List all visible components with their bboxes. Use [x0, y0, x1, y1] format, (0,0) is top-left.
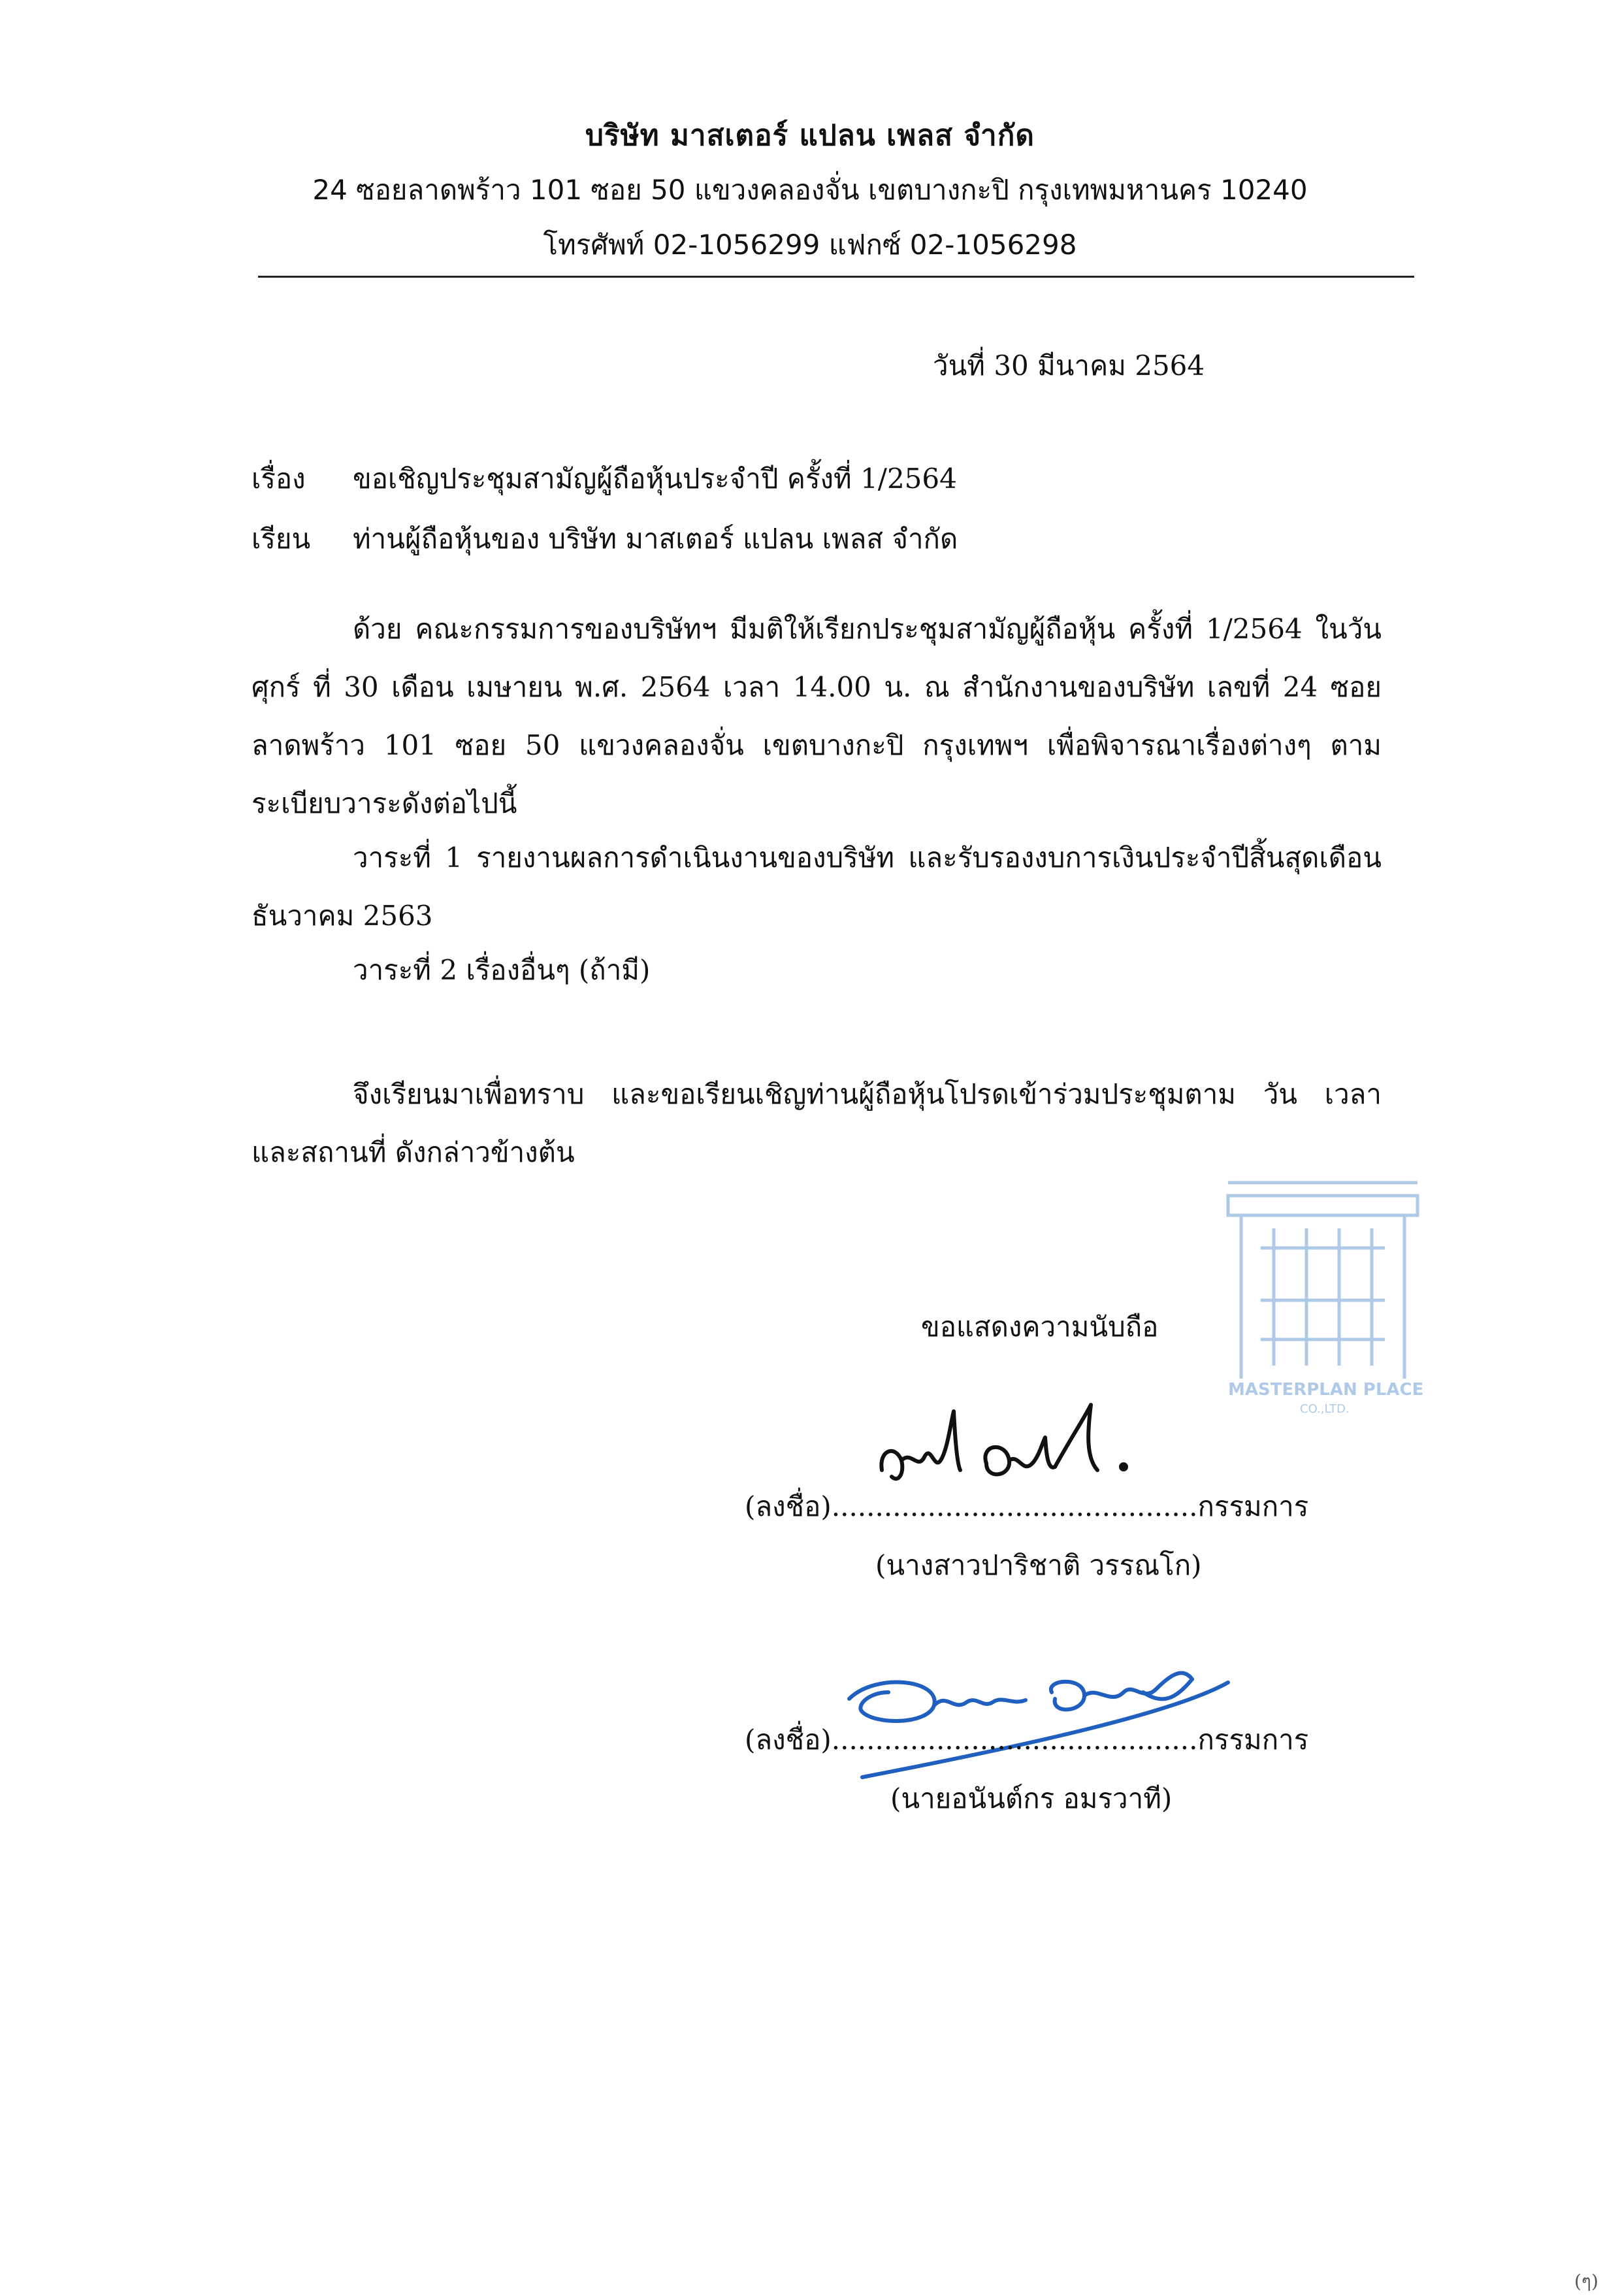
company-stamp: [1222, 1170, 1431, 1418]
subject-label: เรื่อง: [251, 463, 306, 495]
company-phone: โทรศัพท์ 02-1056299 แฟกซ์ 02-1056298: [543, 229, 1077, 261]
signature-line-2: (ลงชื่อ)..........................................กรรมการ: [745, 1724, 1309, 1756]
svg-text:CO.,LTD.: CO.,LTD.: [1300, 1402, 1350, 1416]
signer-name-1: (นางสาวปาริชาติ วรรณโก): [875, 1549, 1202, 1581]
letter-date: วันที่ 30 มีนาคม 2564: [933, 350, 1205, 382]
regards-text: ขอแสดงความนับถือ: [921, 1311, 1159, 1343]
closing-paragraph: จึงเรียนมาเพื่อทราบ และขอเรียนเชิญท่านผู้ถือหุ้นโปรดเข้าร่วมประชุมตาม วัน เวลา และสถานที่ ดังกล่าวข้างต้น: [251, 1078, 1382, 1168]
signature-line-1: (ลงชื่อ)..........................................กรรมการ: [745, 1490, 1309, 1522]
company-address: 24 ซอยลาดพร้าว 101 ซอย 50 แขวงคลองจั่น เขตบางกะปิ กรุงเทพมหานคร 10240: [312, 174, 1308, 206]
header-divider: [258, 276, 1414, 278]
page-corner-mark: (ๆ): [1574, 2271, 1598, 2292]
recipient-text: ท่านผู้ถือหุ้นของ บริษัท มาสเตอร์ แปลน เพลส จำกัด: [353, 523, 958, 555]
agenda-item-1: วาระที่ 1 รายงานผลการดำเนินงานของบริษัท และรับรองงบการเงินประจำปีสิ้นสุดเดือนธันวาคม 2563: [251, 842, 1382, 932]
agenda-item-2: วาระที่ 2 เรื่องอื่นๆ (ถ้ามี): [353, 954, 651, 986]
signer-name-2: (นายอนันต์กร อมรวาที): [890, 1782, 1173, 1814]
svg-text:MASTERPLAN PLACE: MASTERPLAN PLACE: [1228, 1380, 1424, 1400]
subject-text: ขอเชิญประชุมสามัญผู้ถือหุ้นประจำปี ครั้งที่ 1/2564: [353, 463, 957, 495]
company-name: บริษัท มาสเตอร์ แปลน เพลส จำกัด: [585, 119, 1035, 152]
recipient-label: เรียน: [251, 523, 311, 555]
body-paragraph: ด้วย คณะกรรมการของบริษัทฯ มีมติให้เรียกประชุมสามัญผู้ถือหุ้น ครั้งที่ 1/2564 ในวันศุกร์ ที่ 30 เดือน เมษายน พ.ศ. 2564 เวลา 14.00 น. ณ สำนักงานของบริษัท เลขที่ 24 ซอยลาดพร้าว 101 ซอย 50 แขวงคลองจั่น เขตบางกะปิ กรุงเทพฯ เพื่อพิจารณาเรื่องต่างๆ ตามระเบียบวาระดังต่อไปนี้: [251, 613, 1382, 819]
